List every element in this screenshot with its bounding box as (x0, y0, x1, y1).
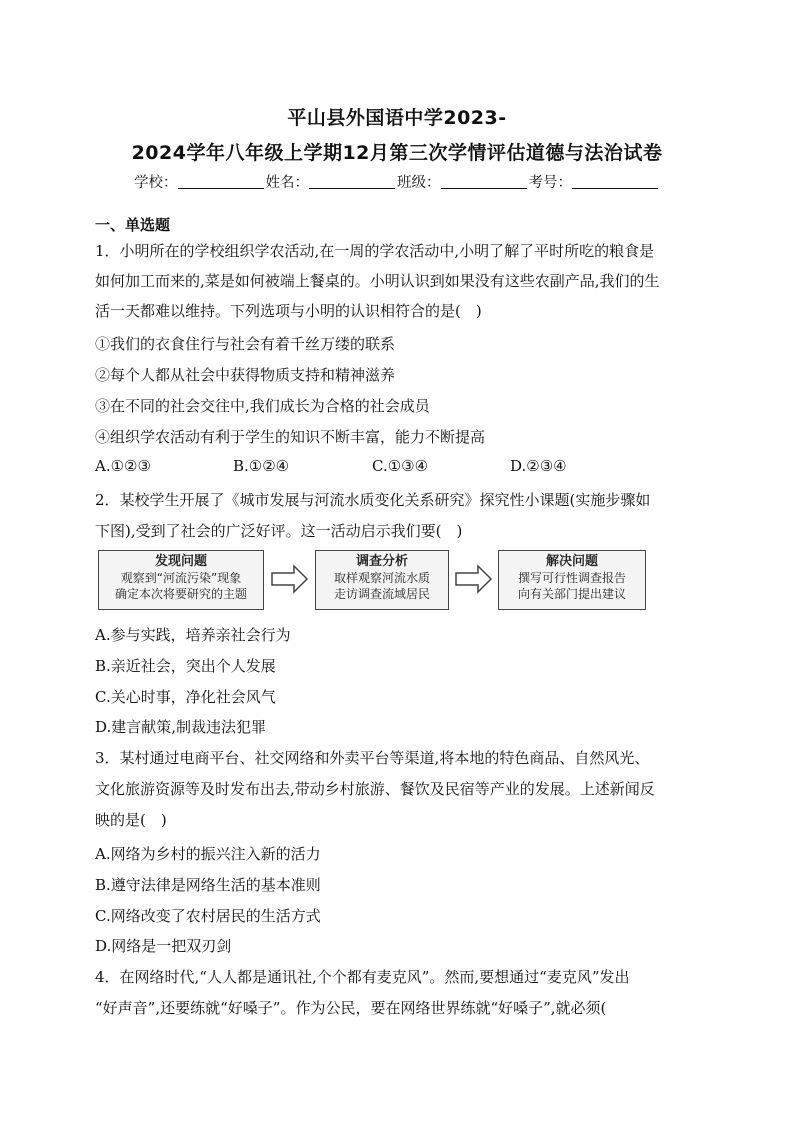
q4-stem-line1: 4．在网络时代,“人人都是通讯社,个个都有麦克风”。然而,要想通过“麦克风”发出 (95, 968, 630, 986)
q1-stem-line2: 如何加工而来的,菜是如何被端上餐桌的。小明认识到如果没有这些农副产品,我们的生 (95, 272, 660, 290)
flow-step-2-line1: 取样观察河流水质 (333, 571, 430, 585)
q1-stem-line1: 1．小明所在的学校组织学农活动,在一周的学农活动中,小明了解了平时所吃的粮食是 (95, 242, 655, 260)
flow-step-1-title: 发现问题 (154, 554, 207, 569)
flow-step-1-line1: 观察到“河流污染”现象 (120, 571, 242, 585)
q1-stem-line3: 活一天都难以维持。下列选项与小明的认识相符合的是( ) (95, 302, 482, 320)
q2-option-d[interactable]: D.建言献策,制裁违法犯罪 (95, 718, 267, 736)
q2-flow-diagram (98, 550, 648, 612)
student-info-line (0, 171, 794, 192)
q4-stem-line2: “好声音”,还要练就“好嗓子”。作为公民，要在网络世界练就“好嗓子”,就必须( (95, 999, 607, 1017)
q1-option-c[interactable]: C.①③④ (372, 457, 429, 475)
q2-option-c[interactable]: C.关心时事，净化社会风气 (95, 688, 276, 706)
q3-option-b[interactable]: B.遵守法律是网络生活的基本准则 (95, 876, 321, 894)
q3-option-c[interactable]: C.网络改变了农村居民的生活方式 (95, 907, 321, 925)
q1-statement-4: ④组织学农活动有利于学生的知识不断丰富，能力不断提高 (95, 428, 486, 446)
number-blank[interactable] (572, 174, 658, 189)
q1-option-a[interactable]: A.①②③ (95, 457, 151, 475)
flow-step-2-line2: 走访调查流域居民 (333, 587, 430, 601)
section-title-single-choice: 一、单选题 (95, 216, 171, 234)
school-blank[interactable] (178, 174, 264, 189)
flow-step-1 (98, 550, 264, 610)
q3-option-a[interactable]: A.网络为乡村的振兴注入新的活力 (95, 845, 321, 863)
school-label: 学校： (134, 175, 178, 191)
q1-option-b[interactable]: B.①②④ (233, 457, 290, 475)
name-blank[interactable] (309, 174, 395, 189)
q3-stem-line2: 文化旅游资源等及时发布出去,带动乡村旅游、餐饮及民宿等产业的发展。上述新闻反 (95, 780, 655, 798)
q2-option-b[interactable]: B.亲近社会，突出个人发展 (95, 657, 276, 675)
q2-stem-line2: 下图),受到了社会的广泛好评。这一活动启示我们要( ) (95, 522, 463, 540)
flow-step-2 (315, 550, 449, 610)
q1-statement-1: ①我们的衣食住行与社会有着千丝万缕的联系 (95, 335, 396, 353)
q2-stem-line1: 2．某校学生开展了《城市发展与河流水质变化关系研究》探究性小课题(实施步骤如 (95, 491, 651, 509)
q3-stem-line1: 3．某村通过电商平台、社交网络和外卖平台等渠道,将本地的特色商品、自然风光、 (95, 749, 650, 767)
flow-step-3-line2: 向有关部门提出建议 (517, 587, 626, 601)
flow-step-3 (498, 550, 646, 610)
flow-arrow-icon (454, 564, 494, 594)
flow-step-3-title: 解决问题 (545, 554, 598, 569)
flow-arrow-icon (270, 564, 310, 594)
q1-statement-3: ③在不同的社会交往中,我们成长为合格的社会成员 (95, 397, 430, 415)
q3-stem-line3: 映的是( ) (95, 811, 167, 829)
class-blank[interactable] (441, 174, 527, 189)
q1-option-d[interactable]: D.②③④ (510, 457, 567, 475)
flow-step-1-line2: 确定本次将要研究的主题 (114, 587, 247, 601)
exam-title-line2: 2024学年八年级上学期12月第三次学情评估道德与法治试卷 (131, 142, 663, 164)
flow-step-3-line1: 撰写可行性调查报告 (517, 571, 626, 585)
flow-step-2-title: 调查分析 (355, 554, 408, 569)
q2-option-a[interactable]: A.参与实践，培养亲社会行为 (95, 626, 291, 644)
q1-statement-2: ②每个人都从社会中获得物质支持和精神滋养 (95, 366, 396, 384)
q3-option-d[interactable]: D.网络是一把双刃剑 (95, 937, 232, 955)
exam-title-line1: 平山县外国语中学2023- (287, 107, 507, 129)
class-label: 班级： (397, 175, 441, 191)
number-label: 考号： (528, 175, 572, 191)
name-label: 姓名： (265, 175, 309, 191)
